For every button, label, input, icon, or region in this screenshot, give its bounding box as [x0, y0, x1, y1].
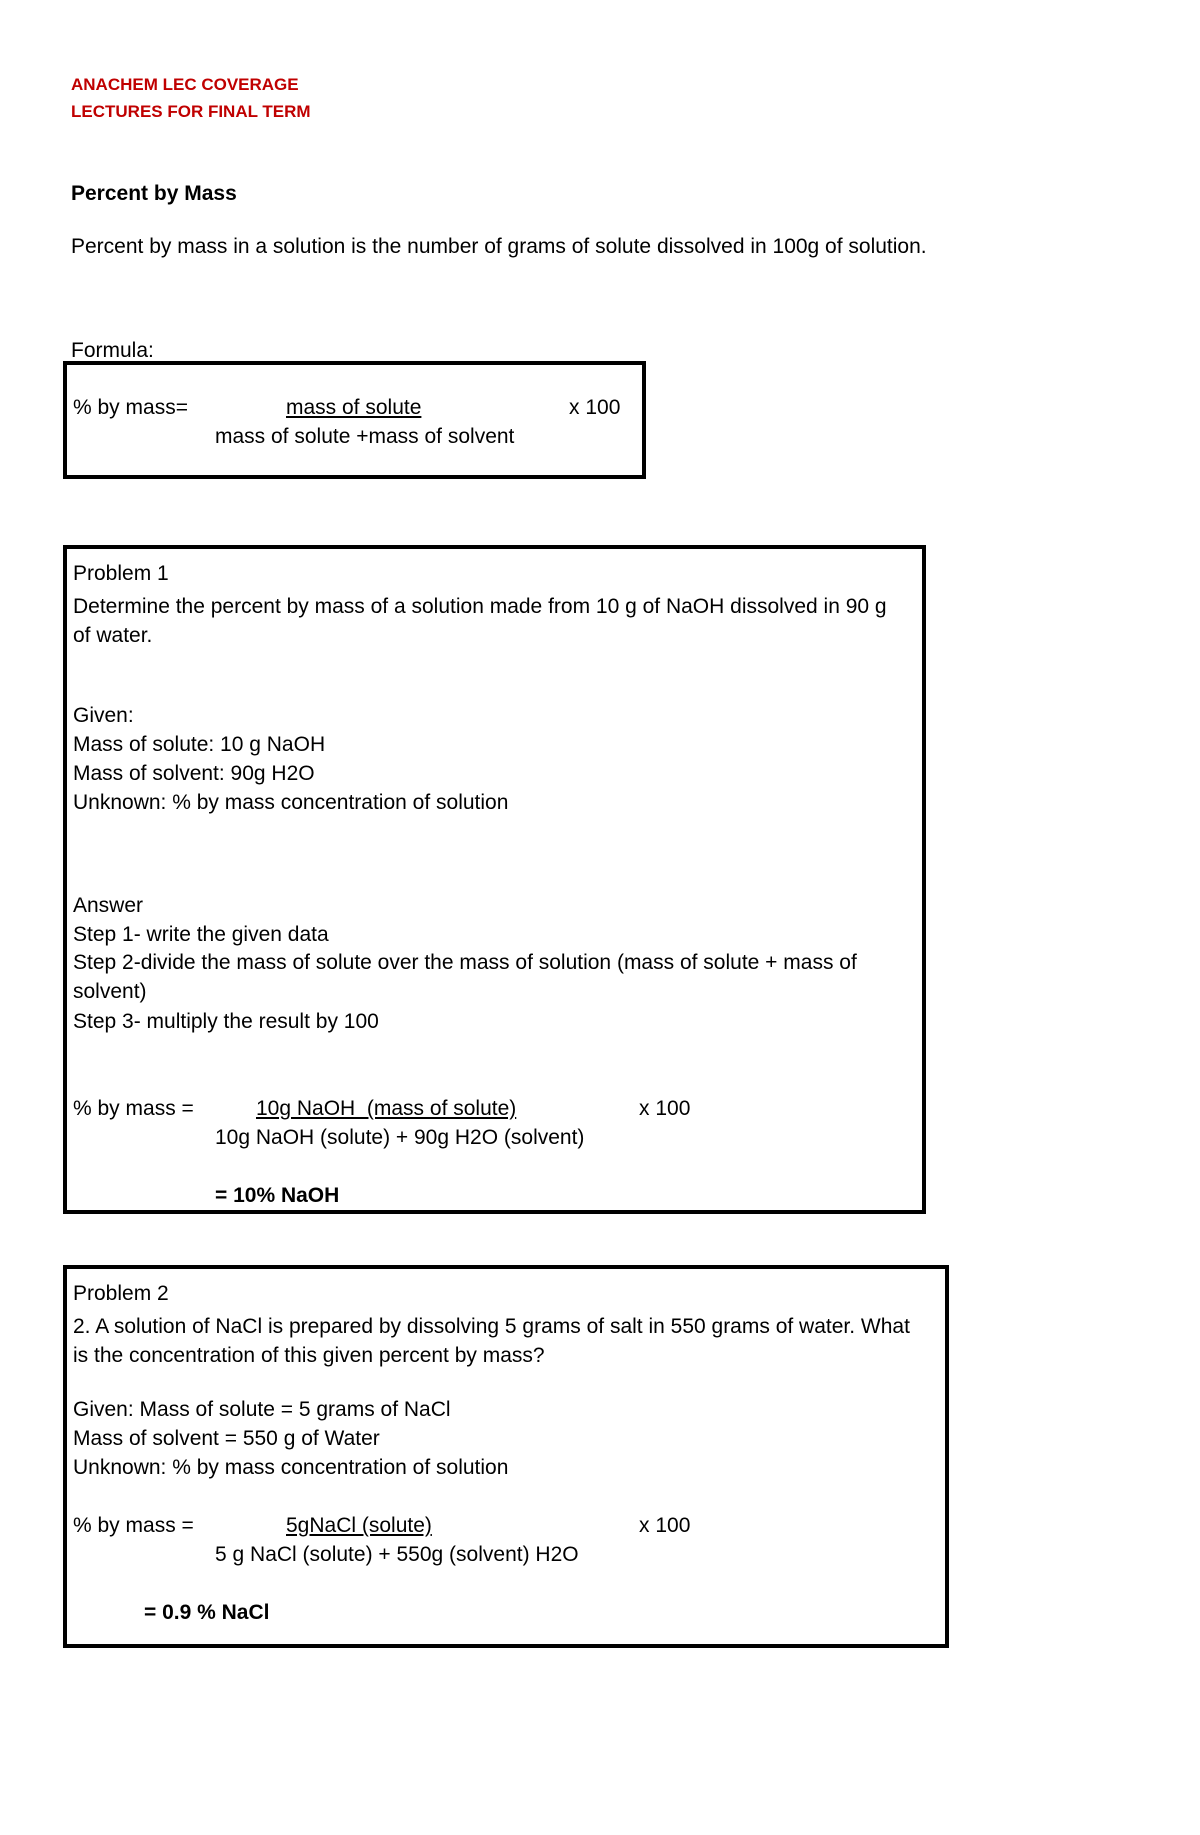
- section-definition: Percent by mass in a solution is the number of grams of solute dissolved in 100g of solution.: [71, 235, 927, 258]
- problem-1-title: Problem 1: [73, 562, 169, 585]
- formula-multiplier: x 100: [569, 396, 621, 419]
- problem-1-multiplier: x 100: [639, 1097, 691, 1120]
- problem-1-question: Determine the percent by mass of a solution made from 10 g of NaOH dissolved in 90 g of water.: [73, 595, 887, 647]
- problem-1-numerator: 10g NaOH (mass of solute): [256, 1097, 517, 1120]
- formula-label: Formula:: [71, 339, 154, 362]
- problem-1-box: [63, 545, 926, 1214]
- problem-1-given-solute: Mass of solute: 10 g NaOH: [73, 733, 326, 756]
- problem-2-given-solvent: Mass of solvent = 550 g of Water: [73, 1427, 380, 1450]
- problem-2-lhs: % by mass =: [73, 1514, 194, 1537]
- header-line-1: ANACHEM LEC COVERAGE: [71, 75, 299, 94]
- formula-box: [63, 361, 646, 479]
- problem-1-answer-label: Answer: [73, 894, 144, 917]
- problem-2-question: 2. A solution of NaCl is prepared by dissolving 5 grams of salt in 550 grams of water. What is the concentration of this given percent by mass?: [73, 1315, 910, 1367]
- problem-1-step-2: Step 2-divide the mass of solute over the mass of solution (mass of solute + mass of solvent): [73, 951, 857, 1003]
- problem-2-given: Given: Mass of solute = 5 grams of NaCl: [73, 1398, 451, 1421]
- section-title: Percent by Mass: [71, 182, 237, 205]
- problem-1-step-1: Step 1- write the given data: [73, 923, 329, 946]
- problem-1-step-3: Step 3- multiply the result by 100: [73, 1010, 379, 1033]
- formula-numerator: mass of solute: [286, 396, 422, 419]
- problem-1-given-label: Given:: [73, 704, 134, 727]
- problem-2-numerator: 5gNaCl (solute): [286, 1514, 432, 1537]
- problem-2-title: Problem 2: [73, 1282, 169, 1305]
- problem-1-unknown: Unknown: % by mass concentration of solution: [73, 791, 509, 814]
- problem-2-denominator: 5 g NaCl (solute) + 550g (solvent) H2O: [215, 1543, 579, 1566]
- problem-2-multiplier: x 100: [639, 1514, 691, 1537]
- problem-1-given-solvent: Mass of solvent: 90g H2O: [73, 762, 315, 785]
- formula-lhs: % by mass=: [73, 396, 188, 419]
- problem-1-lhs: % by mass =: [73, 1097, 194, 1120]
- formula-denominator: mass of solute +mass of solvent: [215, 425, 515, 448]
- problem-2-unknown: Unknown: % by mass concentration of solution: [73, 1456, 509, 1479]
- problem-2-result: = 0.9 % NaCl: [144, 1601, 270, 1624]
- problem-1-result: = 10% NaOH: [215, 1184, 340, 1207]
- problem-2-box: [63, 1265, 949, 1648]
- problem-1-denominator: 10g NaOH (solute) + 90g H2O (solvent): [215, 1126, 585, 1149]
- header-line-2: LECTURES FOR FINAL TERM: [71, 102, 311, 121]
